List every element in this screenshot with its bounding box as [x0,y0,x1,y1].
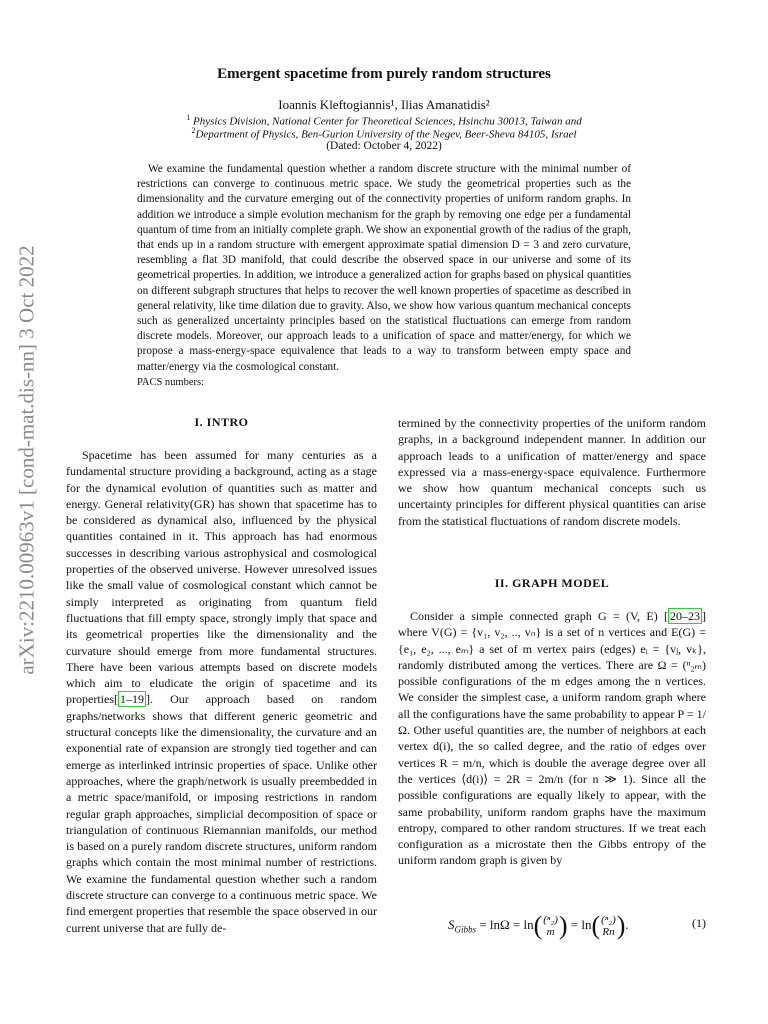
affiliation-1-marker: 1 [186,113,191,122]
graph-model-paragraph: Consider a simple connected graph G = (V, E) [ 20–23 ] where V(G) = {v₁, v₂, .., vₙ} is a set of n vertices and E(G) = {e₁, e₂, ..., eₘ} a set of m vertex pairs (edges) eᵢ = {vⱼ, vₖ}, randomly distributed among the vertices. There are Ω = (ⁿ₂ₘ) possible configurations of the m edges among the n vertices. We consider the simplest case, a uniform random graph where all the configurations have the same probability to appear P = 1/Ω. Other useful quantities are, the number of neighbors at each vertex d(i), the so called degree, and the ratio of edges over vertices R = m/n, which is double the average degree over all the vertices ⟨d(i)⟩ = 2R = 2m/n (for n ≫ 1). Since all the possible configurations are equally likely to appear, with the same probability, uniform random graphs have the maximum entropy, compared to other random structures. If we treat each configuration as a microstate then the Gibbs entropy of the uniform random graph is given by [398,609,706,868]
arxiv-sidebar [12,210,42,710]
pacs-numbers: PACS numbers: [137,377,205,388]
date-line: (Dated: October 4, 2022) [326,140,442,152]
affiliation-1: $^1$ Physics Division, National Center for Theoretical Sciences, Hsinchu 30013, Taiwan and [186,113,582,128]
abstract: We examine the fundamental question whether a random discrete structure with the minimal number of restrictions can converge to continuous metric space. We study the geometrical properties such as the dimensionality and the curvature emerging out of the connectivity properties of uniform random graphs. In addition we introduce a simple evolution mechanism for the graph by removing one edge per a fundamental quantum of time from an initially complete graph. We show an exponential growth of the radius of the graph, that ends up in a random structure with emergent approximate spatial dimension D = 3 and zero curvature, resembling a flat 3D manifold, that could describe the observed space in our universe and some of its geometrical properties. In addition, we introduce a generalized action for graphs based on physical quantities on different subgraph structures that helps to recover the well known properties of spacetime as described in general relativity, like time dilation due to gravity. Also, we show how various quantum mechanical concepts such as generalized uncertainty principles based on the statistical fluctuations can emerge from random discrete models. Moreover, our approach leads to a unification of space and matter/energy, for which we propose a mass-energy-space equivalence that leads to a way to transform between empty space and matter/energy via the cosmological constant. [137,163,631,373]
equation-number: (1) [692,916,706,930]
section-heading-graph-model: II. GRAPH MODEL [494,576,610,590]
intro-continuation: termined by the connectivity properties of the uniform random graphs, in a background independent manner. In addition our approach leads to a unification of matter/energy and space expressed via a mass-energy-space equivalence. Furthermore we show how quantum mechanical concepts such us uncertainty principles for different physical quantities can arise from the statistical fluctuations of random discrete models. [398,416,706,528]
affiliation-2-marker: 2 [191,126,196,135]
equation-body: $S_{Gibbs} = \ln\Omega = \ln((^n_2)$ m ) = ln((ⁿ₂) Rn). [448,911,629,940]
intro-paragraph: Spacetime has been assumed for many centuries as a fundamental structure providing a background, acting as a stage for the dynamical evolution of quantities such as matter and energy. General relativity(GR) has shown that spacetime has to be considered as dynamical also, influenced by the physical quantities contained in it. This approach has had enormous successes in describing various astrophysical and cosmological properties of the observed universe. However unresolved issues like the small value of cosmological constant which cannot be simply interpreted as originating from quantum field fluctuations that fill empty space, strongly imply that space and its geometrical properties like the dimensionality and the curvature should emerge from more fundamental structures. There have been various attempts based on discrete models which aim to eludicate the origin of spacetime and its properties[ 1–19 ]. Our approach based on random graphs/networks shows that different generic geometric and structural concepts like the dimensionality, the curvature and an exponential rate of expansion are strongly tied together and can emerge as interlinked intrinsic properties of space. Unlike other approaches, where the graph/network is usually preembedded in a metric space/manifold, or imposing restrictions in random regular graph approaches, simplicial decomposition of space or triangulation of continuous Riemannian manifolds, our method is based on a purely random discrete structures, uniform random graphs which contain the most minimal number of restrictions. We examine the fundamental question whether such a random discrete structure can converge to a continuous metric space. We find emergent properties that resemble the space observed in our current universe that are fully de- [66,448,377,935]
author-list: Ioannis Kleftogiannis¹, Ilias Amanatidis² [278,97,490,112]
arxiv-identifier[interactable]: arXiv:2210.00963v1 [cond-mat.dis-nn] 3 Oct 2022 [14,245,39,675]
affiliation-2: $^2$Department of Physics, Ben-Gurion University of the Negev, Beer-Sheva 84105, Israel [191,126,577,141]
equation-1 [398,905,706,949]
paper-title: Emergent spacetime from purely random structures [217,66,551,82]
section-heading-intro: I. INTRO [194,415,249,429]
citation-link[interactable]: 1–19 [119,692,144,707]
citation-link[interactable]: 20–23 [670,609,700,623]
